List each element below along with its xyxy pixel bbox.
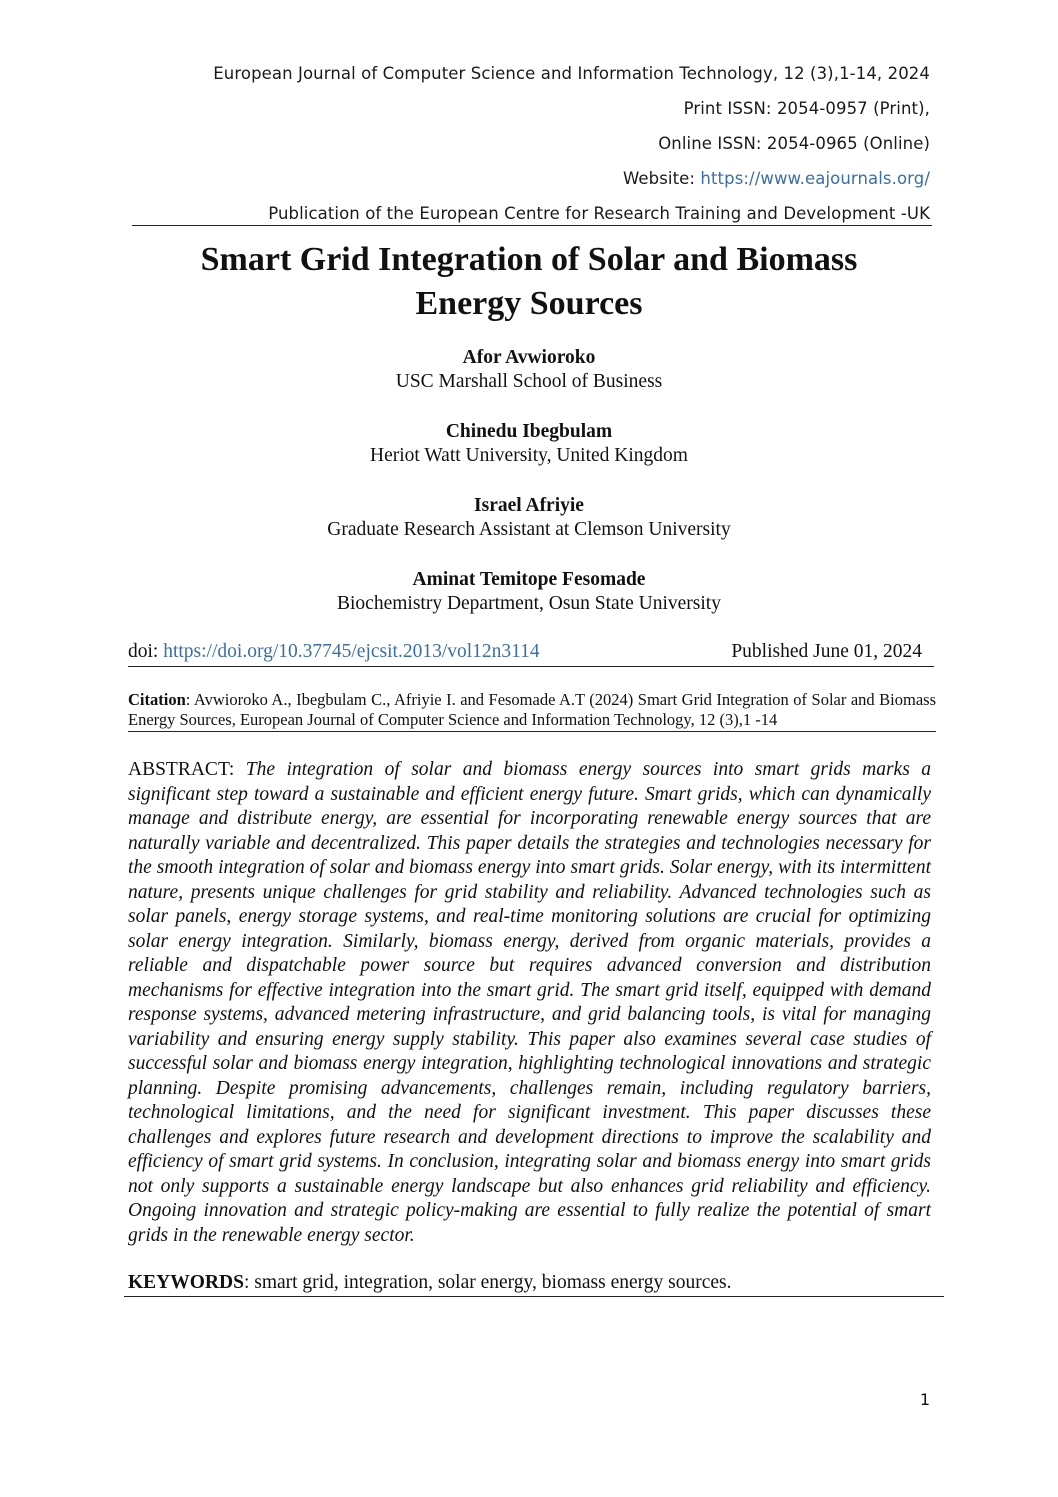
online-issn: Online ISSN: 2054-0965 (Online) — [658, 134, 930, 153]
title-line-1: Smart Grid Integration of Solar and Biomass — [200, 241, 858, 278]
author-name: Aminat Temitope Fesomade — [412, 569, 646, 590]
author-name: Israel Afriyie — [474, 495, 584, 516]
published-date: Published June 01, 2024 — [731, 641, 922, 662]
website-label: Website: — [622, 169, 701, 188]
journal-citation-header: European Journal of Computer Science and Information Technology, 12 (3),1-14, 2024 — [213, 64, 930, 83]
keywords-rule — [124, 1296, 944, 1297]
abstract-text: The integration of solar and biomass energy sources into smart grids marks a significant step toward a sustainable and efficient energy future. Smart grids, which can dynamically manage and distribute energy, are essential for incorporating renewable energy sources that are naturally variable and decentralized. This paper details the strategies and technologies necessary for the smooth integration of solar and biomass energy into smart grids. Solar energy, with its intermittent nature, presents unique challenges for grid stability and reliability. Advanced technologies such as solar panels, energy storage systems, and real-time monitoring solutions are crucial for optimizing solar energy integration. Similarly, biomass energy, derived from organic materials, provides a reliable and dispatchable power source but requires advanced conversion and distribution mechanisms for effective integration into the smart grid. The smart grid itself, equipped with demand response systems, advanced metering infrastructure, and grid balancing tools, is vital for managing variability and ensuring energy supply stability. This paper also examines several case studies of successful solar and biomass energy integration, highlighting technological innovations and strategic planning. Despite promising advancements, challenges remain, including regulatory barriers, technological limitations, and the need for significant investment. This paper discusses these challenges and explores future research and development directions to improve the scalability and efficiency of smart grid systems. In conclusion, integrating solar and biomass energy into smart grids not only supports a sustainable energy landscape but also enhances grid reliability and efficiency. Ongoing innovation and strategic policy-making are essential to fully realize the potential of smart grids in the renewable energy sector. — [128, 759, 931, 1246]
abstract-label: ABSTRACT: — [128, 759, 246, 780]
author-affiliation: USC Marshall School of Business — [395, 371, 663, 392]
paper-title — [0, 238, 1058, 326]
keywords-text: : smart grid, integration, solar energy, biomass energy sources. — [243, 1272, 732, 1293]
doi-label: doi: — [128, 641, 164, 662]
title-line-2: Energy Sources — [415, 285, 643, 322]
author-block — [0, 494, 1058, 542]
page-number: 1 — [919, 1390, 930, 1409]
citation-rule — [128, 731, 936, 732]
abstract-block — [128, 758, 931, 1248]
doi-link[interactable]: https://doi.org/10.37745/ejcsit.2013/vol12n3114 — [163, 641, 540, 662]
keywords-label: KEYWORDS — [128, 1272, 244, 1293]
citation-block — [128, 690, 936, 730]
keywords-block — [128, 1271, 938, 1295]
website-line — [623, 169, 930, 188]
print-issn: Print ISSN: 2054-0957 (Print), — [683, 99, 930, 118]
author-affiliation: Heriot Watt University, United Kingdom — [370, 445, 688, 466]
citation-label: Citation — [128, 690, 186, 709]
author-block — [0, 420, 1058, 468]
author-name: Chinedu Ibegbulam — [445, 421, 613, 442]
citation-text: : Avwioroko A., Ibegbulam C., Afriyie I. and Fesomade A.T (2024) Smart Grid Integration of Solar and Biomass Energy Sources, European Journal of Computer Science and Information Technology, 12 (3),1 -14 — [128, 690, 936, 729]
website-link[interactable]: https://www.eajournals.org/ — [700, 169, 930, 188]
author-block — [0, 346, 1058, 394]
publisher-line: Publication of the European Centre for Research Training and Development -UK — [268, 204, 930, 223]
doi-row — [128, 640, 934, 667]
header-rule — [132, 225, 932, 226]
author-affiliation: Graduate Research Assistant at Clemson University — [327, 519, 731, 540]
author-name: Afor Avwioroko — [462, 347, 596, 368]
author-block — [0, 568, 1058, 616]
author-affiliation: Biochemistry Department, Osun State University — [337, 593, 721, 614]
